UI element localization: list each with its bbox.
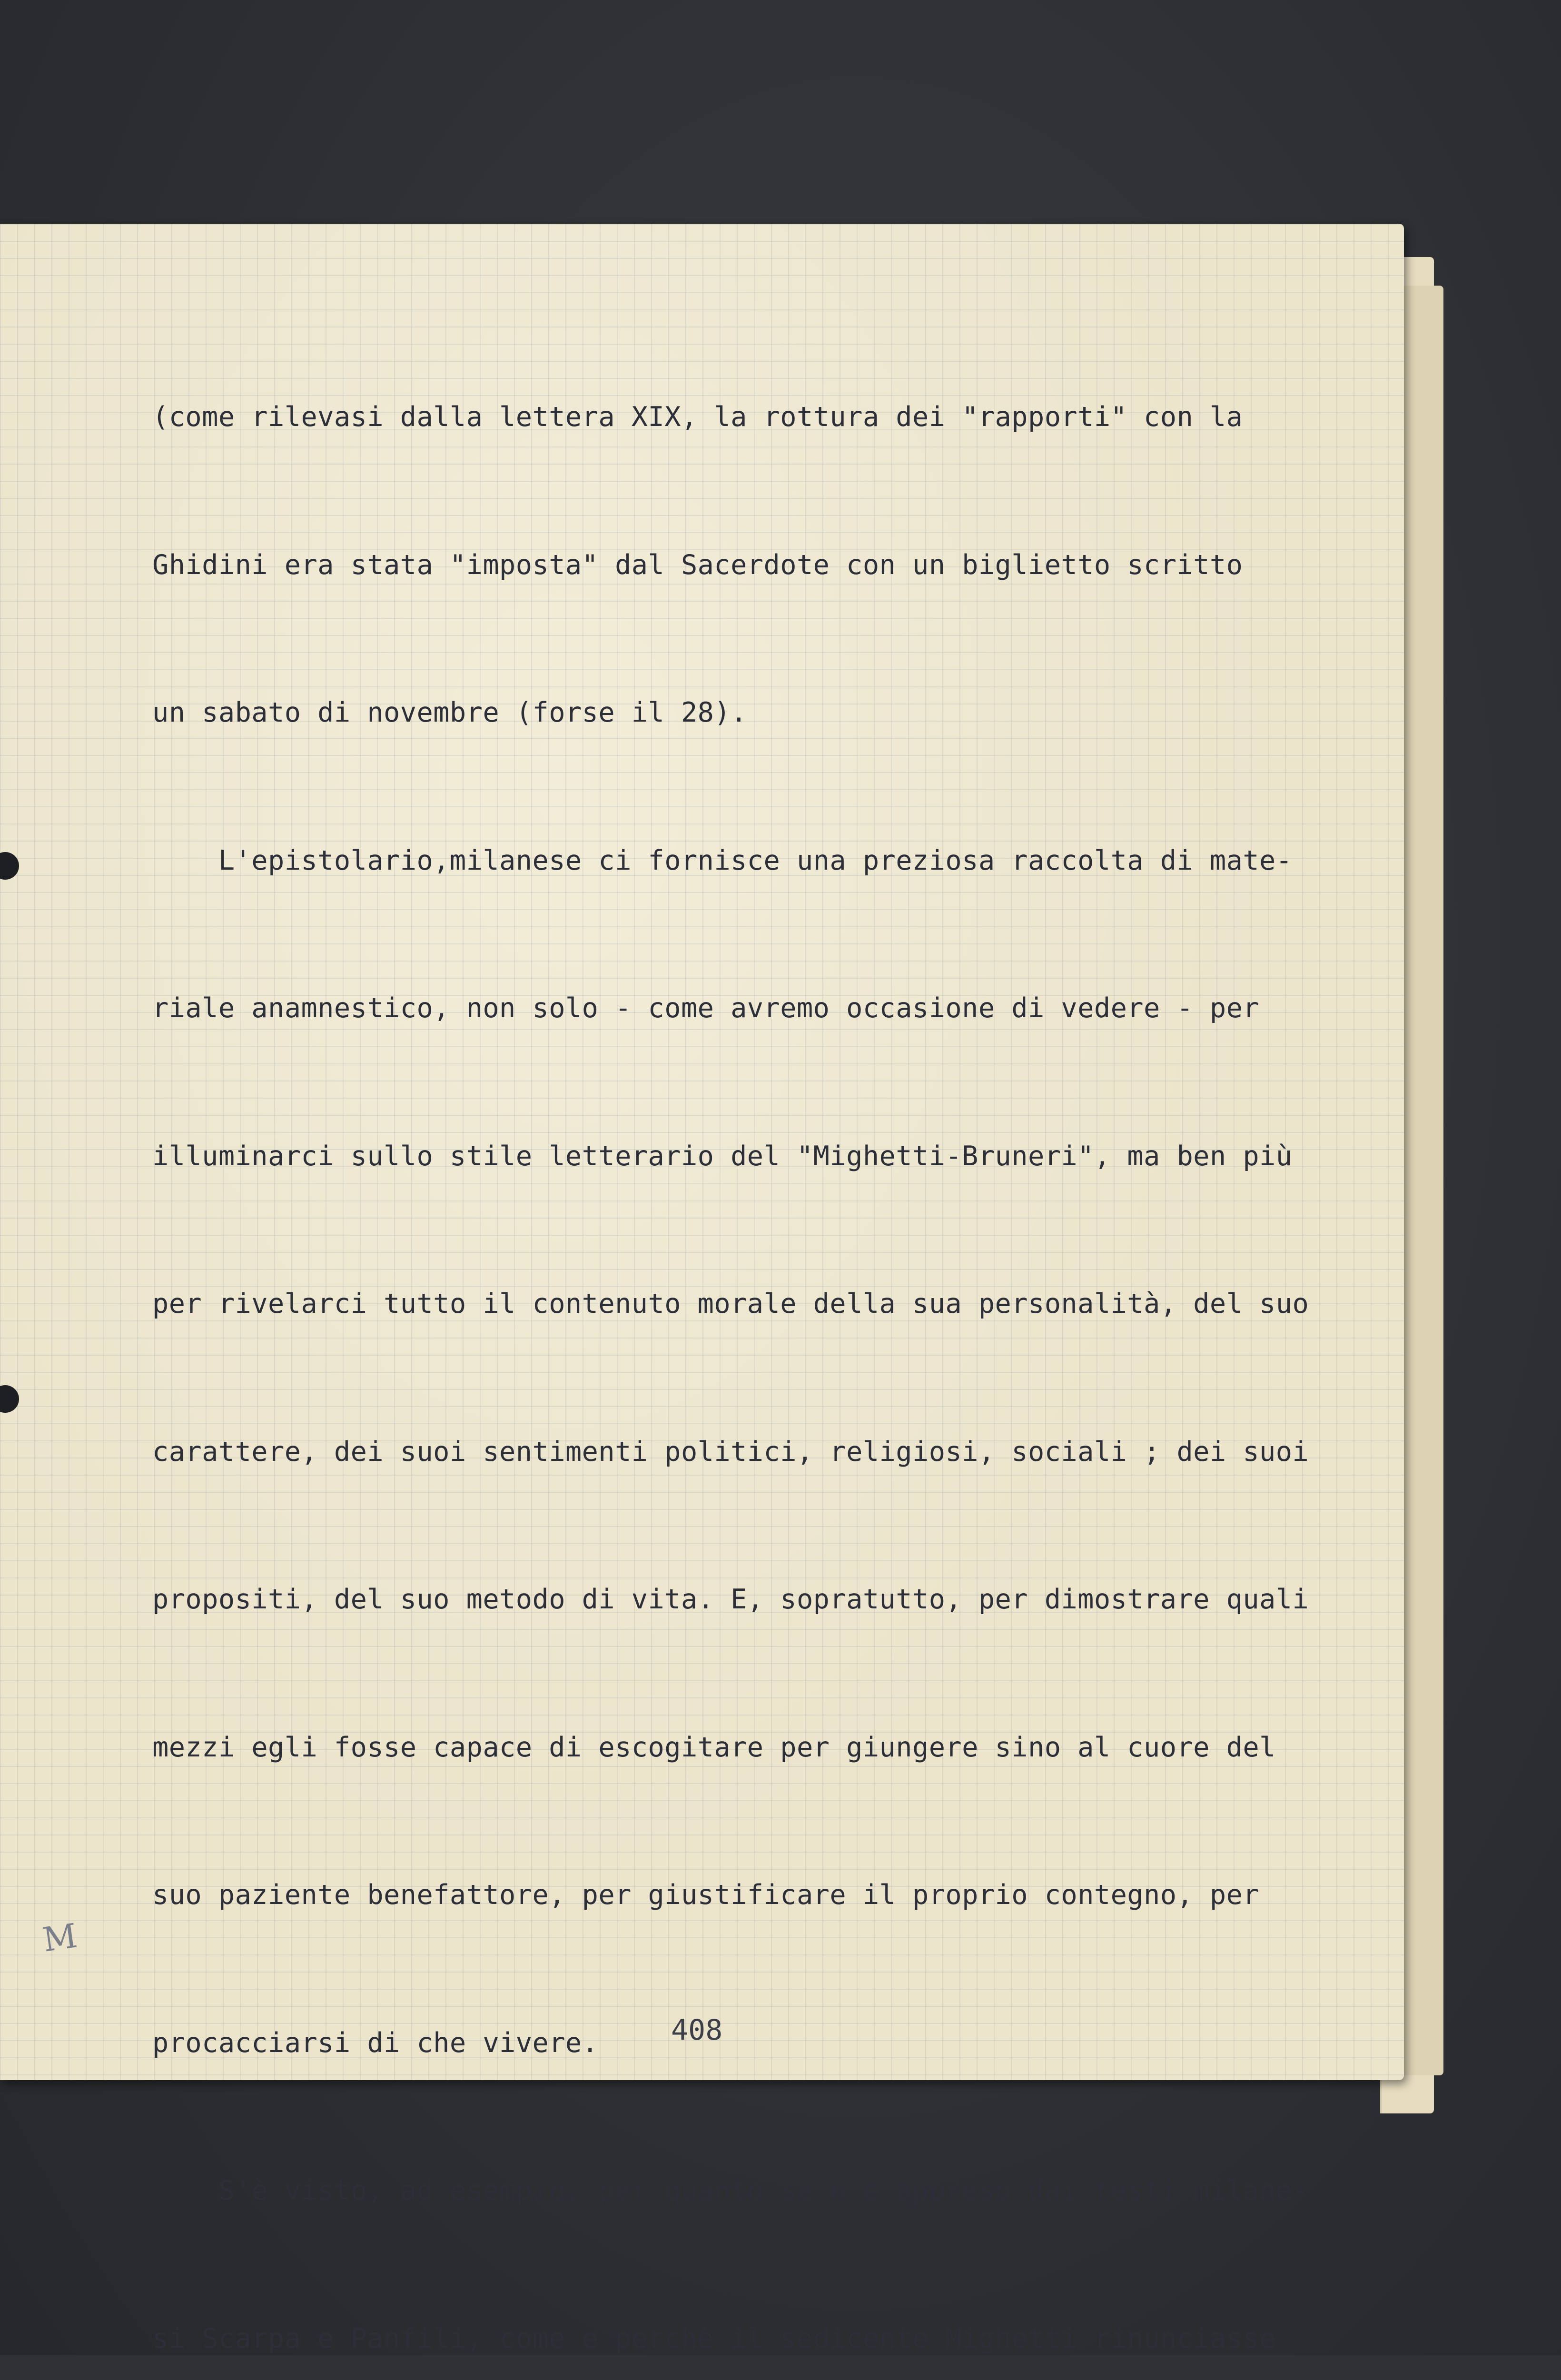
text-line: procacciarsi di che vivere. [152, 2027, 599, 2059]
text-line: propositi, del suo metodo di vita. E, sopratutto, per dimostrare quali [152, 1584, 1309, 1615]
text-line: si Scarpa e Panfili, come e perchè il sedicente Mighetti rinunciasse [152, 2322, 1276, 2354]
underlying-pages-edge [1399, 286, 1443, 2075]
text-line: L'epistolario,milanese ci fornisce una preziosa raccolta di mate- [152, 844, 1293, 876]
punch-hole-top [0, 852, 19, 880]
text-line: carattere, dei suoi sentimenti politici, religiosi, sociali ; dei suoi [152, 1436, 1309, 1468]
text-line: suo paziente benefattore, per giustificare il proprio contegno, per [152, 1879, 1260, 1911]
page-body-text [152, 294, 1399, 2380]
text-line: illuminarci sullo stile letterario del "Mighetti-Bruneri", ma ben più [152, 1140, 1293, 1172]
typewritten-page [0, 224, 1404, 2354]
text-line: (come rilevasi dalla lettera XIX, la rottura dei "rapporti" con la [152, 401, 1243, 433]
text-line: S'è visto, ad esempio, per quanto se n'è appreso dai testi milane- [152, 2175, 1309, 2206]
text-line: un sabato di novembre (forse il 28). [152, 697, 747, 728]
text-line: mezzi egli fosse capace di escogitare per giungere sino al cuore del [152, 1731, 1276, 1763]
text-line: riale anamnestico, non solo - come avremo occasione di vedere - per [152, 992, 1260, 1024]
margin-pencil-note: M [40, 1916, 80, 1960]
text-line: Ghidini era stata "imposta" dal Sacerdote con un biglietto scritto [152, 549, 1243, 581]
text-line: per rivelarci tutto il contenuto morale della sua personalità, del suo [152, 1288, 1309, 1319]
page-number: 408 [671, 2013, 723, 2047]
punch-hole-bottom [0, 1385, 19, 1413]
